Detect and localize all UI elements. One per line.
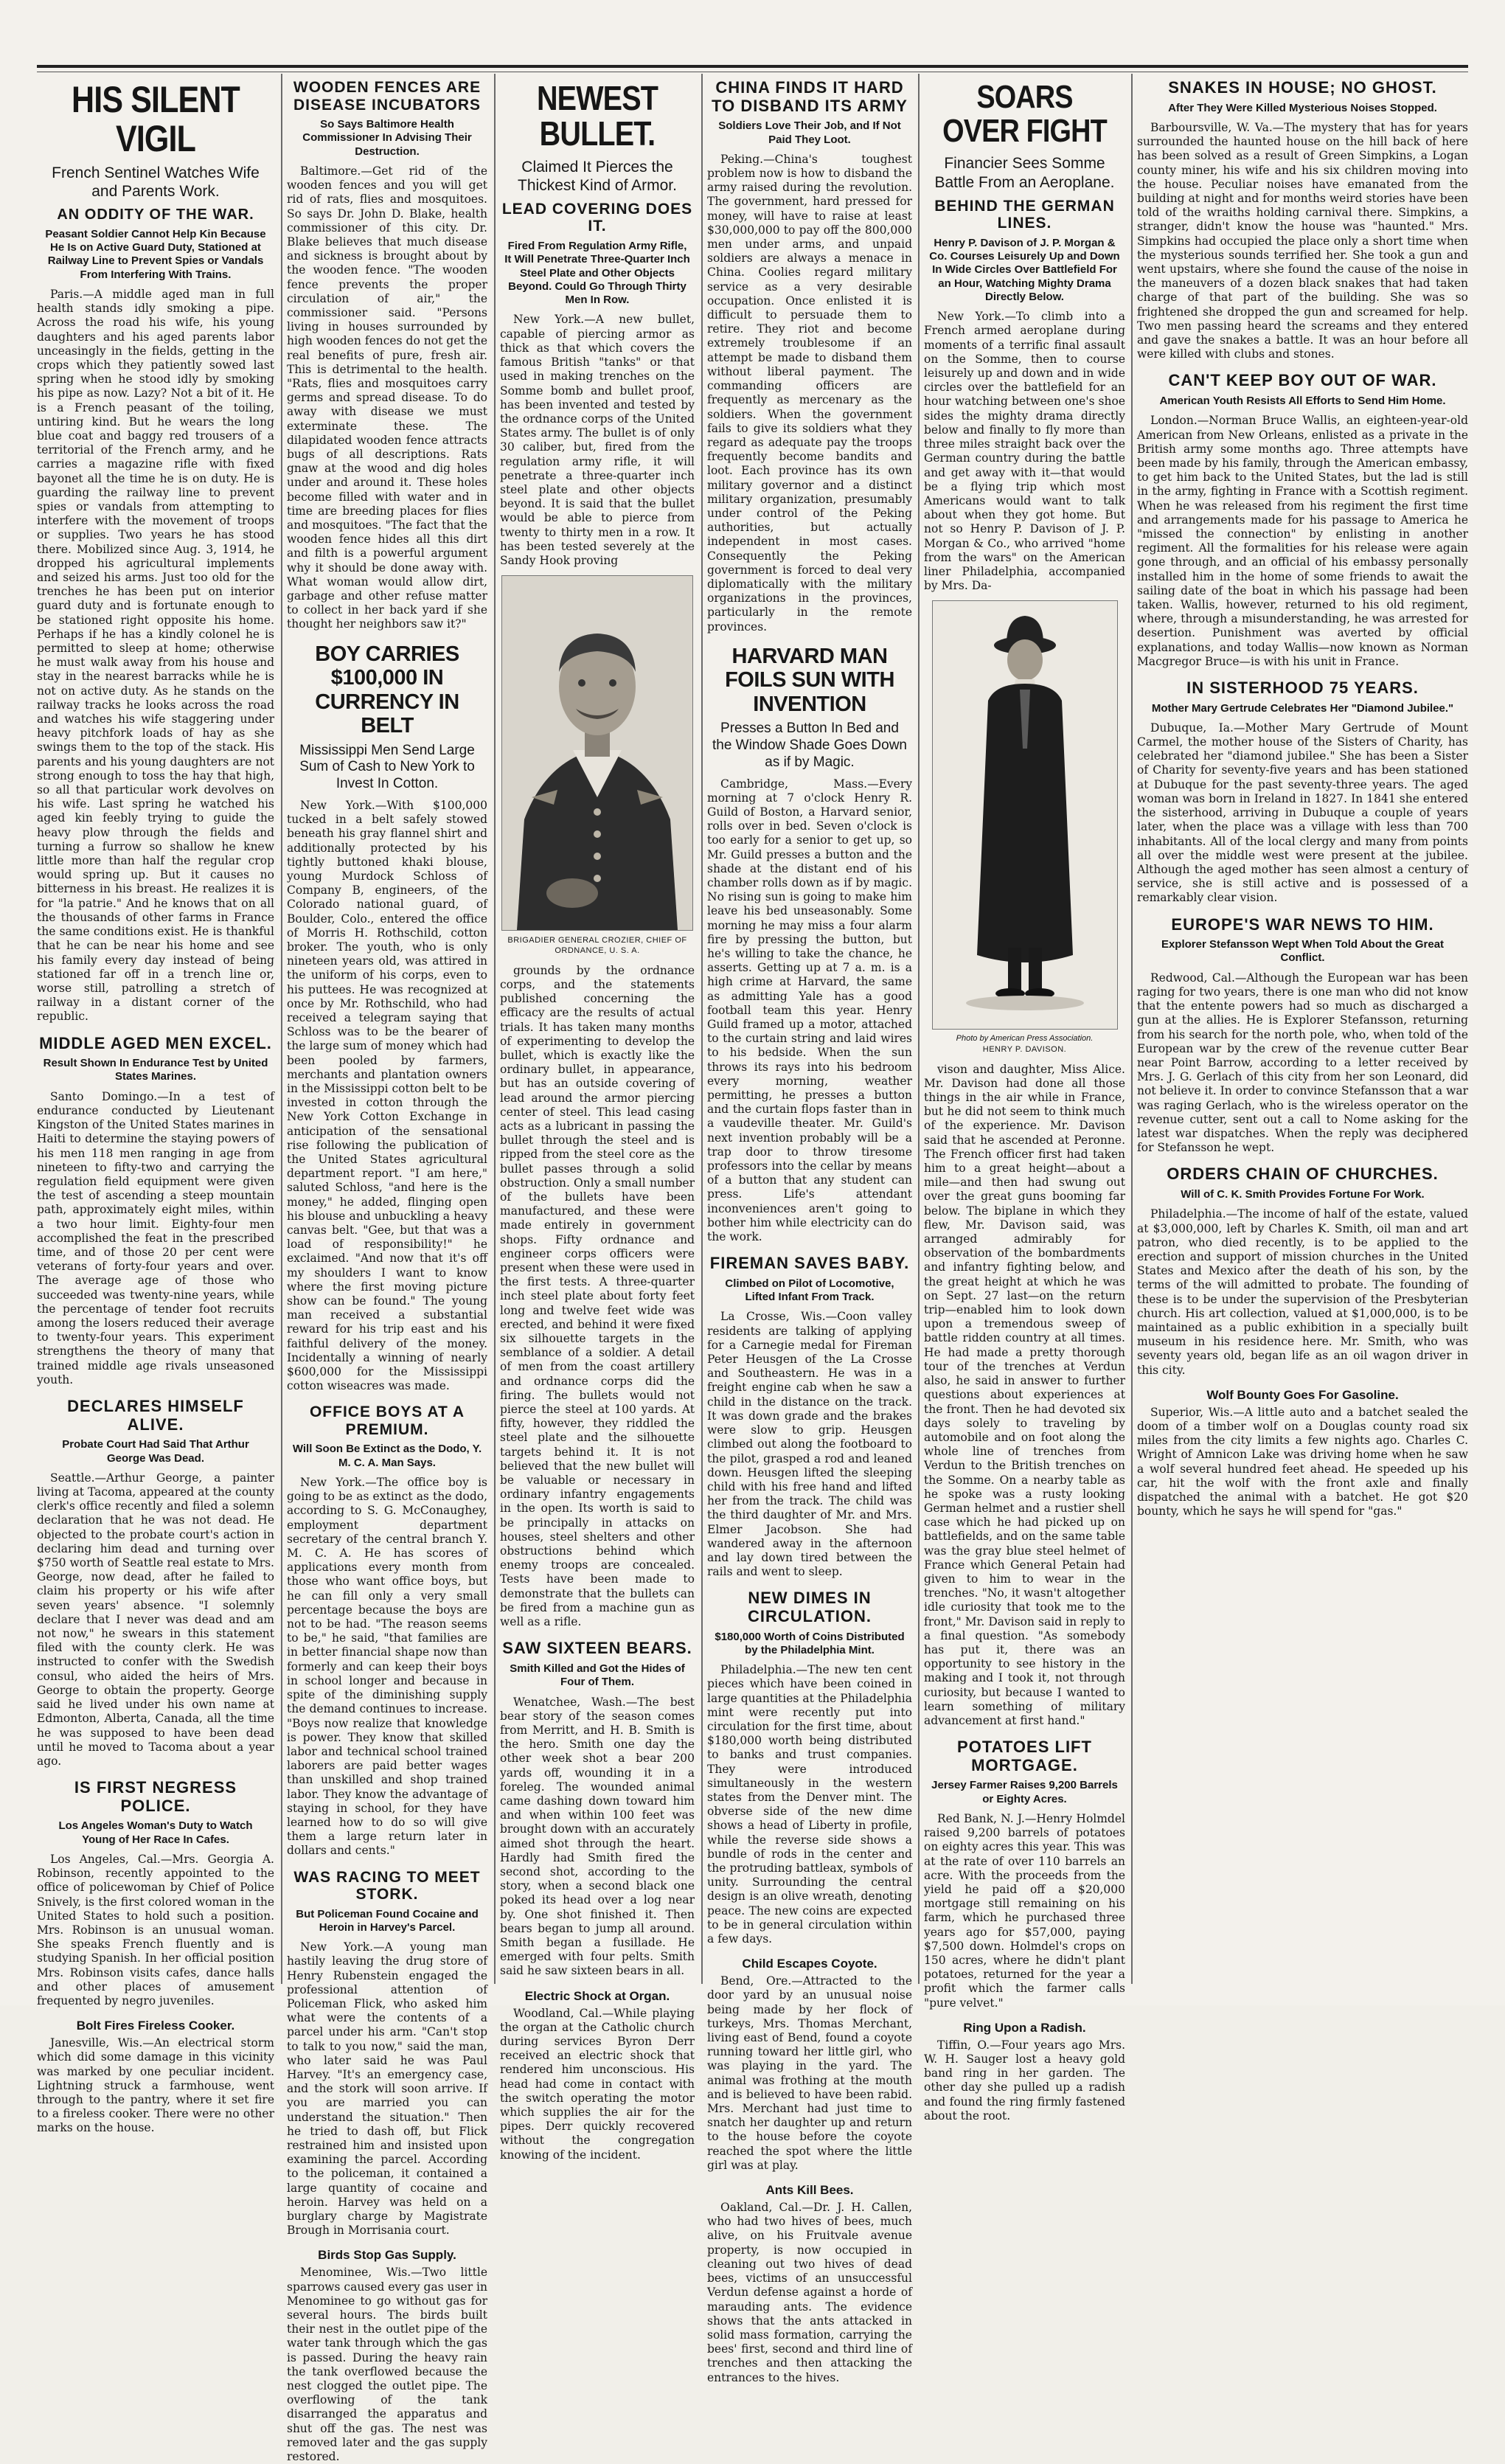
article-body: La Crosse, Wis.—Coon valley residents are talking of applying for a Carnegie medal for Fireman Peter Heusgen of the La Crosse and Southeastern. He was in a freight engine cab when he saw a child in the distance on the track. It was down grade and the brakes were slow to grip. Heusgen climbed out along the footboard to the pilot, grasped a rod and leaned down. Heusgen lifted the sleeping child with his free hand and lifted her from the track. The child was the third daughter of Mr. and Mrs. Elmer Jacobson. She had wandered away in the afternoon and lay down tired between the rails and went to sleep. <box>707 1310 912 1579</box>
headline: SOARS OVER FIGHT <box>942 79 1107 150</box>
article-saw-sixteen-bears <box>500 1639 695 1978</box>
deck: So Says Baltimore Health Commissioner In Advising Their Destruction. <box>302 118 472 158</box>
headline: OFFICE BOYS AT A PREMIUM. <box>309 1403 465 1438</box>
headline: HIS SILENT VIGIL <box>72 79 240 159</box>
subhead: BEHIND THE GERMAN LINES. <box>934 197 1115 232</box>
davison-photo <box>932 600 1118 1030</box>
deck: $180,000 Worth of Coins Distributed by the Philadelphia Mint. <box>715 1630 905 1656</box>
headline: MIDDLE AGED MEN EXCEL. <box>39 1033 272 1052</box>
article-body: Dubuque, Ia.—Mother Mary Gertrude of Mount Carmel, the mother house of the Sisters of Charity, has celebrated her "diamond jubilee." She has been a Sister of Charity for seventy-five years and has been stationed at Dubuque for the past seventy-three years. The aged woman was born in Ireland in 1827. In 1841 she entered the sisterhood, arriving in Dubuque a couple of years later, when the place was a village with less than 700 inhabitants. All of the local clergy and many from points all over the middle west were present at the jubilee. Although the aged mother has seen almost a century of service, she is still active and is possessed of a remarkably clear vision. <box>1137 721 1468 905</box>
article-body-continued: grounds by the ordnance corps, and the statements published concerning the efficacy are the results of actual trials. It has taken many months of experimenting to develop the bullet, which is exactly like the ordinary bullet, in appearance, but has an outside covering of lead around the armor piercing center of steel. This lead casing acts as a lubricant in passing the bullet through the steel and is ripped from the steel core as the bullet passes through a solid obstruction. Only a small number of the bullets have been manufactured, and these were made entirely in government shops. Fifty ordnance and engineer corps officers were present when these were used in the first tests. A three-quarter inch steel plate about forty feet long and twelve feet wide was erected, and behind it were fixed six silhouette targets in the semblance of a soldier. A detail of men from the coast artillery and ordnance corps did the firing. The bullets would not pierce the steel at 100 yards. At fifty, however, they riddled the steel plate and the silhouette targets behind it. It is not believed that the new bullet will be valuable or necessary in ordinary infantry engagements in the open. Its worth is said to be principally in attacks on houses, steel shelters and other obstructions behind which enemy troops are concealed. Tests have been made to demonstrate that the bullets can be fired from a machine gun as well as a rifle. <box>500 963 695 1629</box>
standing-man-illustration <box>933 601 1117 1029</box>
article-body-continued: vison and daughter, Miss Alice. Mr. Davison had done all those things in the air while in France, but he did not seem to think much of the experience. Mr. Davison said that he ascended at Peronne. The French officer first had taken him to a great height—about a mile—and then had swung out over the great guns booming far below. The biplane in which they flew, Mr. Davison said, was arranged admirably for observation of the bombardments and infantry fighting below, and the great height at which he was on Sept. 27 last—on the return trip—enabled him to look down upon a tremendous sweep of battle ridden country at all times. He had made a pretty thorough tour of the trenches at Verdun also, he said in answer to further questions about experiences at the front. Then he had devoted six days solely to traveling by automobile and on foot along the whole line of trenches from Verdun to the British trenches on the Somme. On a nearby table as he spoke was a rusty looking German helmet and a rustier shell case which he had picked up on battlefields, and on the same table was the gray blue steel helmet of France which General Petain had given to him to wear in the trenches. "No, it wasn't altogether idle curiosity that took me to the front," Mr. Davison said in reply to a final question. "As somebody has put it, there was an opportunity to see history in the making and I took it, not through curiosity, but because I wanted to learn something of military advancement at first hand." <box>924 1062 1125 1727</box>
deck: Will Soon Be Extinct as the Dodo, Y. M. C. A. Man Says. <box>292 1443 482 1469</box>
article-first-negress-police <box>37 1779 274 2008</box>
article-his-silent-vigil <box>37 80 274 1024</box>
article-ants-kill-bees <box>707 2183 912 2385</box>
article-body: Peking.—China's toughest problem now is how to disband the army raised during the revolution. The government, hard pressed for money, will have to raise at least $30,000,000 to pay off the 800,000 men under arms, and unpaid soldiers are always a menace in China. Coolies regard military service as a very desirable occupation. Once enlisted it is difficult to persuade them to retire. They riot and become extremely troublesome if an attempt be made to disband them without liberal payment. The commanding officers are frequently as mercenary as the soldiers. When the government fails to give its soldiers what they regard as adequate pay the troops frequently become bandits and loot. Each province has its own military governor and a distinct military organization, presumably under control of the Peking authorities, but actually independent in most cases. Consequently the Peking government is forced to deal very diplomatically with the military organizations in the provinces, particularly in the remote provinces. <box>707 152 912 634</box>
deck: Claimed It Pierces the Thickest Kind of Armor. <box>518 158 677 194</box>
column-rule <box>918 74 920 1984</box>
headline: BOY CARRIES $100,000 IN CURRENCY IN BELT <box>315 642 459 738</box>
article-body: Tiffin, O.—Four years ago Mrs. W. H. Sauger lost a heavy gold band ring in her garden. The other day she pulled up a radish and found the ring firmly fastened about the root. <box>924 2038 1125 2123</box>
deck: Probate Court Had Said That Arthur George Was Dead. <box>62 1438 249 1465</box>
article-chain-of-churches <box>1137 1165 1468 1377</box>
article-body: Redwood, Cal.—Although the European war has been raging for two years, there is one man who did not know that the entente powers had so much as discharged a gun at the allies. He is Explorer Stefansson, returning from his search for the north pole, who, when told of the European war by the crew of the revenue cutter Bear near Point Barrow, according to a letter received by Mrs. J. G. Gerlach of this city from her son Leonard, did not believe it. In order to convince Stefansson that a war was raging Gerlach, who is the wireless operator on the revenue cutter, sent out a call to Nome asking for the latest war dispatches. When the reply was deciphered for Stefansson he wept. <box>1137 971 1468 1155</box>
article-snakes-in-house <box>1137 79 1468 361</box>
headline: Child Escapes Coyote. <box>742 1957 877 1971</box>
deck: Mississippi Men Send Large Sum of Cash to New York to Invest In Cotton. <box>299 742 475 792</box>
article-body: Los Angeles, Cal.—Mrs. Georgia A. Robinson, recently appointed to the office of policewoman by Chief of Police Snively, is the first colored woman in the United States to hold such a position. Mrs. Robinson is an unusual woman. She speaks French fluently and is studying Spanish. In her official position Mrs. Robinson visits cafes, dance halls and other places of amusement frequented by negro juveniles. <box>37 1852 274 2007</box>
article-body: Bend, Ore.—Attracted to the door yard by an unusual noise being made by her flock of turkeys, Mrs. Thomas Merchant, living east of Bend, found a coyote running toward her little girl, who was playing in the yard. The animal was frothing at the mouth and is believed to have been rabid. Mrs. Merchant had just time to snatch her daughter up and return to the house before the coyote reached the spot where the little girl was at play. <box>707 1974 912 2172</box>
article-racing-to-meet-stork <box>287 1869 487 2238</box>
article-body: Santo Domingo.—In a test of endurance conducted by Lieutenant Kingston of the United States marines in Haiti to determine the staying powers of his men 118 men ranging in age from nineteen to fifty-two and carrying the regulation field equipment were given the test of ascending a steep mountain path, approximately eight miles, within a two hour limit. Eighty-four men accomplished the feat in the prescribed time, and of those 20 per cent were veterans of forty-four years and over. The average age of those who succeeded was twenty-nine years, while the percentage of tender foot recruits among the losers reduced their average to twenty-four years. This experiment strengthens the theory of many that trained middle age rivals unseasoned youth. <box>37 1089 274 1387</box>
deck: Los Angeles Woman's Duty to Watch Young of Her Race In Cafes. <box>58 1819 253 1846</box>
article-declares-himself-alive <box>37 1398 274 1769</box>
subhead: AN ODDITY OF THE WAR. <box>57 207 254 223</box>
column-rule <box>701 74 703 1984</box>
subdeck: Henry P. Davison of J. P. Morgan & Co. Courses Leisurely Up and Down In Wide Circles Over Battlefield For an Hour, Watching Mighty Drama Directly Below. <box>929 236 1120 303</box>
article-child-escapes-coyote <box>707 1957 912 2173</box>
article-body: Cambridge, Mass.—Every morning at 7 o'clock Henry R. Guild of Boston, a Harvard senior, rolls over in bed. Seven o'clock is too early for a senior to get up, so Mr. Guild presses a button and the shade at the distant end of his chamber rolls down as if by magic. No rising sun is going to make him leave his bed unseasonably. Some morning he may miss a four alarm fire by pressing the button, but he's willing to take the chance, he asserts. Getting up at 7 a. m. is a high crime at Harvard, the same as admitting Yale has a good football team this year. Henry Guild framed up a motor, attached to the curtain string and laid wires to his bedside. When the sun throws its rays into his bedroom every morning, weather permitting, he presses a button and the curtain flops faster than in a vaudeville theater. Mr. Guild's next invention probably will be a trap door to throw tiresome professors into the cellar by means of a button that any student can press. Life's attendant inconveniences aren't going to bother him while electricity can do the work. <box>707 777 912 1244</box>
article-boy-carries-currency <box>287 642 487 1394</box>
article-body: Philadelphia.—The new ten cent pieces which have been coined in large quantities at the Philadelphia mint were recently put into circulation for the first time, about $180,000 worth being distributed to banks and trust companies. They were introduced simultaneously in the western states from the Denver mint. The obverse side of the new dime shows a head of Liberty in profile, while the reverse side shows a bundle of rods in the center and the protruding battleax, symbols of unity. Surrounding the central design is an olive wreath, denoting peace. The new coins are expected to be in general circulation within a few days. <box>707 1663 912 1946</box>
article-body: Superior, Wis.—A little auto and a batchet sealed the doom of a timber wolf on a Douglas county road six miles from the city limits a few nights ago. Charles C. Wright of Amnicon Lake was driving home when he saw a wolf several hundred feet ahead. He speeded up his car, hit the wolf with the front axle and finally dispatched the animal with a batchet. He got $20 bounty, which he says he will spend for "gas." <box>1137 1405 1468 1519</box>
article-wolf-bounty <box>1137 1388 1468 1519</box>
portrait-photo <box>501 575 693 931</box>
article-fireman-saves-baby <box>707 1254 912 1579</box>
article-body: New York.—With $100,000 tucked in a belt safely stowed beneath his gray flannel shirt and additionally protected by his tightly buttoned khaki blouse, young Murdock Schloss of Company B, engineers, of the Colorado national guard, of Boulder, Colo., entered the office of Morris H. Rothschild, cotton broker. The youth, who is only nineteen years old, was attired in the uniform of his corps, even to his puttees. He was recognized at once by Mr. Rothschild, who had received a telegram saying that Schloss was to be the bearer of the large sum of money which had been pooled by farmers, merchants and plantation owners in the Mississippi cotton belt to be invested in cotton through the New York Cotton Exchange in anticipation of the sensational rise following the publication of the United States agricultural department report. "I am here," saluted Schloss, "and here is the money," he added, flinging open his blouse and unbuckling a heavy canvas belt. "Gee, but that was a load of responsibility!" he exclaimed. "And now that it's off my shoulders I want to know where the first moving picture show can be found." The young man received a substantial reward for his trip east and his faithful delivery of the money. Incidentally a winning of nearly $600,000 for the Mississippi cotton wiseacres was made. <box>287 798 487 1393</box>
masthead-rule <box>37 65 1468 68</box>
deck: Presses a Button In Bed and the Window Shade Goes Down as if by Magic. <box>712 721 908 770</box>
article-sisterhood-75-years <box>1137 679 1468 906</box>
general-portrait-illustration <box>502 576 692 930</box>
article-body: New York.—The office boy is going to be as extinct as the dodo, according to S. G. McConaughey, employment department secretary of the central branch Y. M. C. A. He has scores of applications every month from those who want office boys, but he can fill only a very small percentage because the boys are not to be had. "The reason seems to be," he said, "that families are in better financial shape now than formerly and can keep their boys in school longer and because in spite of the diminishing supply the demand continues to increase. "Boys now realize that knowledge is power. They know that skilled labor and technical school trained laborers are paid better wages than unskilled and shop trained labor. They know the advantage of staying in school, for they have learned how to do so will give them a large return later in dollars and cents." <box>287 1476 487 1858</box>
article-body: Woodland, Cal.—While playing the organ at the Catholic church during services Byron Derr received an electric shock that rendered him unconscious. His head had come in contact with the switch operating the motor which supplies the air for the pipes. Derr quickly recovered without the congregation knowing of the incident. <box>500 2006 695 2162</box>
article-soars-over-fight <box>924 80 1125 1728</box>
article-body: Baltimore.—Get rid of the wooden fences and you will get rid of rats, flies and mosquitoes. So says Dr. John D. Blake, health commissioner of this city. Dr. Blake believes that much disease and sickness is brought about by the wooden fence. "The wooden fence prevents the proper circulation of air," the commissioner said. "Persons living in houses surrounded by high wooden fences do not get the real benefits of pure, fresh air. This is detrimental to the health. "Rats, flies and mosquitoes carry germs and spread disease. To do away with disease we must exterminate these. The dilapidated wooden fence attracts bugs of all descriptions. Rats gnaw at the wood and dig holes under and around it. These holes become filled with water and in time are breeding places for flies and mosquitoes. "The fact that the wooden fence hides all this dirt and filth is a powerful argument why it should be done away with. What woman would allow dirt, garbage and other refuse matter to collect in her back yard if she thought her neighbors saw it?" <box>287 164 487 631</box>
deck: Result Shown In Endurance Test by United States Marines. <box>43 1057 268 1083</box>
column-4 <box>707 77 912 2384</box>
headline: Bolt Fires Fireless Cooker. <box>76 2019 235 2033</box>
deck: Explorer Stefansson Wept When Told About the Great Conflict. <box>1161 938 1445 965</box>
column-5 <box>924 77 1125 2123</box>
subhead: LEAD COVERING DOES IT. <box>501 200 693 235</box>
deck: French Sentinel Watches Wife and Parents Work. <box>52 164 260 201</box>
headline: CHINA FINDS IT HARD TO DISBAND ITS ARMY <box>712 78 908 115</box>
column-1 <box>37 77 274 2135</box>
headline: Electric Shock at Organ. <box>524 1988 670 2003</box>
article-electric-shock <box>500 1989 695 2162</box>
article-china-army <box>707 79 912 634</box>
headline: EUROPE'S WAR NEWS TO HIM. <box>1171 915 1434 934</box>
headline: IS FIRST NEGRESS POLICE. <box>74 1778 237 1815</box>
article-body: Philadelphia.—The income of half of the estate, valued at $3,000,000, left by Charles K. Smith, oil man and art patron, who died recently, is to be applied to the erection and support of mission churches in the United States and Mexico after the death of his son, by the terms of the will admitted to probate. The founding of these is to be under the supervision of the Presbyterian church. His art collection, valued at $1,000,000, is to be maintained as a public exhibition in a specially built museum in his residence here. Mr. Smith, who was seventy years old, began life as an oil wagon driver in this city. <box>1137 1207 1468 1377</box>
article-body: Menominee, Wis.—Two little sparrows caused every gas user in Menominee to go without gas for several hours. The birds built their nest in the outlet pipe of the water tank through which the gas is passed. During the heavy rain the tank overflowed because the nest clogged the outlet pipe. The overflowing of the tank disarranged the apparatus and shut off the gas. The nest was removed later and the gas supply restored. <box>287 2266 487 2464</box>
headline: Ants Kill Bees. <box>765 2183 854 2198</box>
article-body: Oakland, Cal.—Dr. J. H. Callen, who had two hives of bees, much alive, on his Fruitvale avenue property, is now occupied in cleaning out two hives of dead bees, victims of an unsuccessful Verdun defense against a horde of marauding ants. The evidence shows that the ants attacked in solid mass formation, carrying the bees' first, second and third line of trenches and then attacking the entrances to the hives. <box>707 2201 912 2384</box>
headline: Wolf Bounty Goes For Gasoline. <box>1206 1387 1399 1402</box>
deck: Smith Killed and Got the Hides of Four of Them. <box>510 1662 685 1689</box>
article-harvard-man <box>707 645 912 1245</box>
headline: SNAKES IN HOUSE; NO GHOST. <box>1168 78 1437 97</box>
column-rule <box>494 74 496 1984</box>
article-body: New York.—A young man hastily leaving the drug store of Henry Rubenstein engaged the professional attention of Policeman Flick, who asked him what were the contents of a parcel under his arm. "Can't stop to talk to you now," said the man, who later said he was Paul Harvey. "It's an emergency case, and the stork will soon arrive. If you are married you can understand the situation." Then he tried to dash off, but Flick restrained him and insisted upon examining the parcel. According to the policeman, it contained a large quantity of cocaine and heroin. Harvey was held on a burglary charge by Magistrate Brough in Morrisania court. <box>287 1940 487 2238</box>
headline: WAS RACING TO MEET STORK. <box>293 1868 481 1903</box>
deck: Financier Sees Somme Battle From an Aeroplane. <box>934 155 1115 191</box>
deck: Jersey Farmer Raises 9,200 Barrels or Eighty Acres. <box>931 1779 1118 1805</box>
headline: Ring Upon a Radish. <box>963 2020 1086 2035</box>
headline: FIREMAN SAVES BABY. <box>709 1254 910 1273</box>
column-2 <box>287 77 487 2464</box>
article-wooden-fences <box>287 79 487 632</box>
deck: But Policeman Found Cocaine and Heroin in Harvey's Parcel. <box>296 1907 479 1934</box>
article-middle-aged-men <box>37 1035 274 1387</box>
article-ring-upon-radish <box>924 2021 1125 2123</box>
article-body: New York.—A new bullet, capable of piercing armor as thick as that which covers the famous British "tanks" or that used in making trenches on the Somme bomb and bullet proof, has been invented and tested by the ordnance corps of the United States army. The bullet is of only 30 caliber, but, fired from the regulation army rifle, it will penetrate a three-quarter inch steel plate and other objects beyond. It is said that the bullet would be able to pierce from twenty to thirty men in a row. It has been tested severely at the Sandy Hook proving <box>500 313 695 567</box>
article-europes-war-news <box>1137 916 1468 1156</box>
column-rule <box>1131 74 1133 1984</box>
article-newest-bullet <box>500 80 695 1629</box>
article-body: Seattle.—Arthur George, a painter living at Tacoma, appeared at the county clerk's office recently and filed a solemn declaration that he was not dead. He objected to the probate court's action in declaring him dead and turning over $750 worth of Seattle real estate to Mrs. George, now dead, after he failed to claim his property or his wife after seven years' absence. "I solemnly declare that I never was dead and am not now," he swears in this statement filed with the county clerk. He was instructed to confer with the Swedish consul, who aided the heirs of Mrs. George to obtain the property. George said he lived under his own name at Edmonton, Alberta, Canada, all the time he was supposed to have been dead until he moved to Tacoma about a year ago. <box>37 1471 274 1768</box>
deck: American Youth Resists All Efforts to Send Him Home. <box>1159 395 1446 407</box>
headline: ORDERS CHAIN OF CHURCHES. <box>1167 1165 1439 1184</box>
headline: NEWEST BULLET. <box>536 79 658 153</box>
deck: After They Were Killed Mysterious Noises Stopped. <box>1168 101 1437 114</box>
column-rule <box>281 74 282 1984</box>
article-body: Paris.—A middle aged man in full health stands idly smoking a pipe. Across the road his wife, his young daughters and his aged parents labor unceasingly in the fields, getting in the crops which they patiently sowed last spring when he stood idly by smoking his pipe as now. Lazy? Not a bit of it. He is a French peasant of the toiling, untiring kind. But he wears the long blue coat and baggy red trousers of a territorial of the French army, and he carries a magazine rifle with fixed bayonet all the time he is on duty. He is guarding the railway line to prevent spies or vandals from attempting to interfere with the movement of troops or supplies. Two years he has stood there. Mobilized since Aug. 3, 1914, he dropped his agricultural implements and seized his arms. Just too old for the trenches he has been put on interior guard duty and is fortunate enough to be stationed right opposite his home. Perhaps if he has a kindly colonel he is permitted to sleep at home; otherwise he must walk away from his house and stay in the nearest barracks while he is not on active duty. As he stands on the railway tracks he looks across the road and watches his wife staggering under heavy pitchfork loads of hay as she swings them to the top of the stack. His parents and his young daughters are not strong enough to toss the hay that high, so all that particular work devolves on his wife. Last spring he watched his aged kin feebly trying to guide the heavy plow through the fields and turning a furrow so shallow he knew little more than half the regular crop would spring up. But it causes no bitterness in his breast. He realizes it is for "la patrie." And he knows that on all the thousands of other farms in France the same conditions exist. He is thankful that he can be near his home and see his family every day instead of being stationed far off in a trench line or, worse still, patrolling a stretch of railway in a distant corner of the republic. <box>37 287 274 1024</box>
article-bolt-fires-cooker <box>37 2019 274 2135</box>
subdeck: Peasant Soldier Cannot Help Kin Because He Is on Active Guard Duty, Stationed at Railway Line to Prevent Spies or Vandals From Interfering With Trains. <box>45 227 266 281</box>
column-6 <box>1137 77 1468 1980</box>
photo-caption: BRIGADIER GENERAL CROZIER, CHIEF OF ORDNANCE, U. S. A. <box>507 936 687 956</box>
headline: SAW SIXTEEN BEARS. <box>502 1639 692 1658</box>
article-birds-stop-gas <box>287 2248 487 2464</box>
article-body: Barboursville, W. Va.—The mystery that has for years surrounded the haunted house on the hill back of here has been solved as a result of Green Simpkins, a Logan county miner, his wife and his six children moving into the house. Peculiar noises have emanated from the building at night and for months weird stories have been told of the wraiths holding carnival there. Simpkins, a stranger, didn't know the house was "haunted." Mrs. Simpkins had occupied the place only a short time when the mysterious sounds terrified her. She took a gun and went upstairs, where she found the cause of the noise in the maneuvers of a dozen black snakes that had taken charge of that part of the building. She was so frightened she dropped the gun and screamed for help. Two men passing heard the screams and they entered and gave the snakes a battle. It was an hour before all were killed with clubs and stones. <box>1137 120 1468 361</box>
headline: DECLARES HIMSELF ALIVE. <box>67 1397 244 1434</box>
article-office-boys <box>287 1403 487 1858</box>
deck: Mother Mary Gertrude Celebrates Her "Diamond Jubilee." <box>1151 701 1454 715</box>
article-body: London.—Norman Bruce Wallis, an eighteen-year-old American from New Orleans, enlisted as a private in the British army some months ago. Three attempts have been made by his family, through the American embassy, to get him back to the United States, but the lad is still in the army, fighting in France with a Scottish regiment. When he was released from his regiment the first time and arrangements made for his passage to America he "missed the connection" by enlisting in another regiment. All the formalities for his release were again gone through, and an official of his embassy personally installed him in the home of some friends to await the sailing date of the boat in which his passage had been taken. Wallis, however, returned to his old regiment, where, through a misunderstanding, he was arrested for desertion. Punishment was averted by official explanations, and today Wallis—now known as Norman Macgregor Bruce—is with his unit in France. <box>1137 414 1468 668</box>
headline: HARVARD MAN FOILS SUN WITH INVENTION <box>725 644 894 716</box>
article-body: Janesville, Wis.—An electrical storm which did some damage in this vicinity was marked by one peculiar incident. Lightning struck a farmhouse, went through to the pantry, where it set fire to a fireless cooker. There were no other marks on the house. <box>37 2036 274 2135</box>
article-body: New York.—To climb into a French armed aeroplane during moments of a terrific final assault on the Somme, then to course leisurely up and down and in wide circles over the battlefield for an hour watching between one's shoe sides the mighty drama directly below and finally to fly more than three miles straight back over the German country during the battle and get away with it—that would be a flying trip which most Americans would want to talk about when they got home. But not so Henry P. Davison of J. P. Morgan & Co., who arrived "home from the wars" on the American liner Philadelphia, accompanied by Mrs. Da- <box>924 310 1125 593</box>
headline: POTATOES LIFT MORTGAGE. <box>957 1738 1092 1774</box>
article-potatoes-lift-mortgage <box>924 1738 1125 2010</box>
article-body: Wenatchee, Wash.—The best bear story of the season comes from Merritt, and H. B. Smith is the hero. Smith one day the other week shot a bear 200 yards off, wounding it in a foreleg. The wounded animal came dashing down toward him and when within 100 feet was brought down with an accurately aimed shot through the heart. Hardly had Smith fired the second shot, according to the story, when a second black one poked its head over a log near by. One shot finished it. Then bears began to jump all around. Smith began a fusillade. He emerged with four pelts. Smith said he saw sixteen bears in all. <box>500 1695 695 1978</box>
photo-caption: HENRY P. DAVISON. <box>982 1045 1067 1055</box>
deck: Soldiers Love Their Job, and If Not Paid They Loot. <box>718 119 901 146</box>
photo-credit: Photo by American Press Association. <box>956 1034 1094 1044</box>
deck: Climbed on Pilot of Locomotive, Lifted Infant From Track. <box>725 1277 894 1304</box>
headline: CAN'T KEEP BOY OUT OF WAR. <box>1168 371 1437 390</box>
column-3 <box>500 77 695 2162</box>
deck: Will of C. K. Smith Provides Fortune For Work. <box>1181 1188 1425 1201</box>
headline: Birds Stop Gas Supply. <box>318 2248 456 2263</box>
headline: WOODEN FENCES ARE DISEASE INCUBATORS <box>293 79 482 114</box>
article-cant-keep-boy-out <box>1137 372 1468 669</box>
headline: IN SISTERHOOD 75 YEARS. <box>1186 678 1419 697</box>
article-new-dimes <box>707 1589 912 1946</box>
headline: NEW DIMES IN CIRCULATION. <box>747 1589 872 1625</box>
article-body: Red Bank, N. J.—Henry Holmdel raised 9,200 barrels of potatoes on eighty acres this year. This was at the rate of over 110 barrels an acre. With the proceeds from the yield he paid off a $20,000 mortgage still remaining on his farm, which he purchased three years ago for $57,000, paying $7,500 down. Holmdel's crops on 150 acres, where he didn't plant potatoes, returned for the year a profit which the farmer calls "pure velvet." <box>924 1812 1125 2010</box>
subdeck: Fired From Regulation Army Rifle, It Will Penetrate Three-Quarter Inch Steel Plate and Other Objects Beyond. Could Go Through Thirty Men In Row. <box>504 240 690 307</box>
